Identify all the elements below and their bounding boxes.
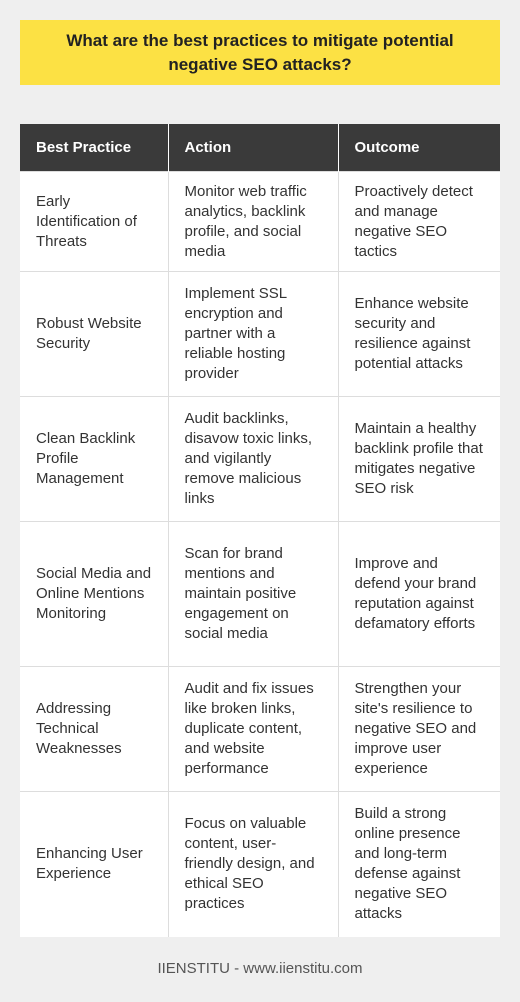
table-row bbox=[20, 397, 500, 522]
table-row bbox=[20, 172, 500, 272]
cell-best-practice: Addressing Technical Weaknesses bbox=[20, 667, 168, 792]
table-row bbox=[20, 792, 500, 937]
cell-action: Implement SSL encryption and partner with a reliable hosting provider bbox=[168, 272, 338, 397]
cell-outcome: Strengthen your site's resilience to negative SEO and improve user experience bbox=[338, 667, 500, 792]
column-header-outcome: Outcome bbox=[338, 124, 500, 172]
table-header-row bbox=[20, 124, 500, 172]
best-practices-table bbox=[20, 124, 500, 937]
title-banner bbox=[20, 20, 500, 85]
table-row bbox=[20, 522, 500, 667]
cell-outcome: Proactively detect and manage negative SEO tactics bbox=[338, 172, 500, 272]
column-header-best-practice: Best Practice bbox=[20, 124, 168, 172]
cell-action: Monitor web traffic analytics, backlink profile, and social media bbox=[168, 172, 338, 272]
cell-action: Audit backlinks, disavow toxic links, and vigilantly remove malicious links bbox=[168, 397, 338, 522]
table-row bbox=[20, 667, 500, 792]
cell-best-practice: Early Identification of Threats bbox=[20, 172, 168, 272]
cell-outcome: Improve and defend your brand reputation against defamatory efforts bbox=[338, 522, 500, 667]
cell-outcome: Enhance website security and resilience against potential attacks bbox=[338, 272, 500, 397]
table-row bbox=[20, 272, 500, 397]
cell-best-practice: Clean Backlink Profile Management bbox=[20, 397, 168, 522]
cell-best-practice: Robust Website Security bbox=[20, 272, 168, 397]
cell-action: Scan for brand mentions and maintain positive engagement on social media bbox=[168, 522, 338, 667]
column-header-action: Action bbox=[168, 124, 338, 172]
cell-action: Audit and fix issues like broken links, duplicate content, and website performance bbox=[168, 667, 338, 792]
footer-credit: IIENSTITU - www.iienstitu.com bbox=[157, 960, 363, 977]
page-title: What are the best practices to mitigate potential negative SEO attacks? bbox=[66, 30, 454, 74]
cell-outcome: Maintain a healthy backlink profile that mitigates negative SEO risk bbox=[338, 397, 500, 522]
cell-outcome: Build a strong online presence and long-term defense against negative SEO attacks bbox=[338, 792, 500, 937]
cell-action: Focus on valuable content, user-friendly design, and ethical SEO practices bbox=[168, 792, 338, 937]
cell-best-practice: Enhancing User Experience bbox=[20, 792, 168, 937]
cell-best-practice: Social Media and Online Mentions Monitoring bbox=[20, 522, 168, 667]
